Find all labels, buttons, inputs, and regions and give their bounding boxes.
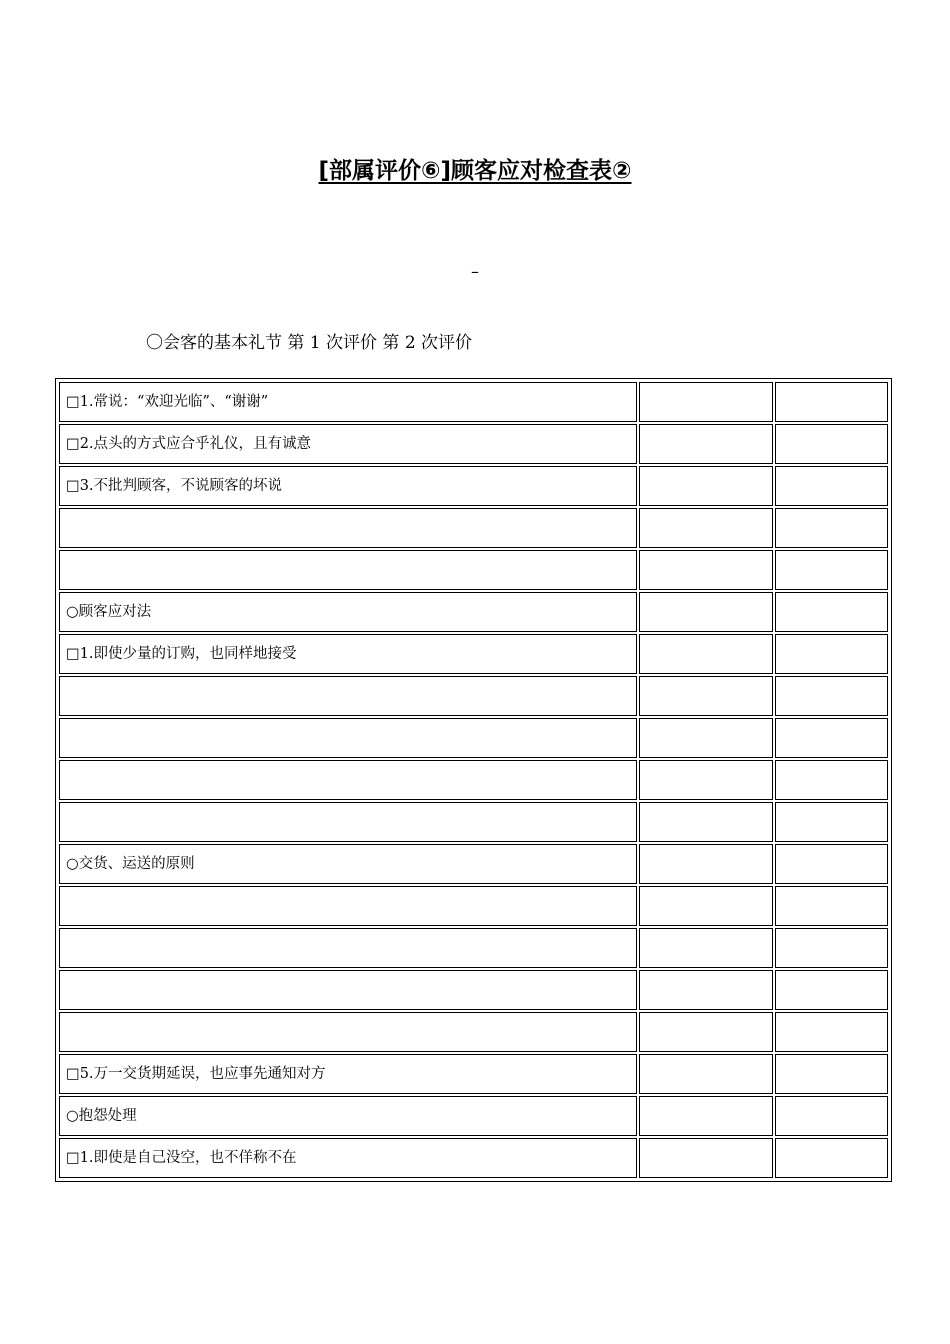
first-evaluation-cell[interactable] (639, 718, 773, 758)
checklist-item-cell (59, 802, 637, 842)
second-evaluation-cell[interactable] (775, 1054, 888, 1094)
document-title (0, 154, 950, 188)
first-evaluation-cell[interactable] (639, 844, 773, 884)
second-evaluation-cell[interactable] (775, 550, 888, 590)
first-evaluation-cell[interactable] (639, 466, 773, 506)
table-row (59, 508, 888, 548)
document-title-text: [部属评价⑥]顾客应对检查表② (318, 158, 632, 184)
checklist-item-cell (59, 970, 637, 1010)
first-evaluation-cell[interactable] (639, 886, 773, 926)
checklist-item-cell: ○抱怨处理 (59, 1096, 637, 1136)
checklist-item-cell (59, 886, 637, 926)
second-evaluation-cell[interactable] (775, 1138, 888, 1178)
second-evaluation-cell[interactable] (775, 634, 888, 674)
first-evaluation-cell[interactable] (639, 1096, 773, 1136)
second-evaluation-cell[interactable] (775, 802, 888, 842)
section-header: 〇会客的基本礼节 第 1 次评价 第 2 次评价 (146, 333, 473, 353)
table-row (59, 592, 888, 632)
second-evaluation-cell[interactable] (775, 1096, 888, 1136)
first-evaluation-cell[interactable] (639, 382, 773, 422)
table-row (59, 928, 888, 968)
first-evaluation-cell[interactable] (639, 424, 773, 464)
checklist-body (59, 382, 888, 1178)
second-evaluation-cell[interactable] (775, 508, 888, 548)
checklist-item-cell: □1.即使是自己没空，也不佯称不在 (59, 1138, 637, 1178)
table-row (59, 886, 888, 926)
checklist-item-cell: □1.即使少量的订购，也同样地接受 (59, 634, 637, 674)
second-evaluation-cell[interactable] (775, 1012, 888, 1052)
first-evaluation-cell[interactable] (639, 970, 773, 1010)
second-evaluation-cell[interactable] (775, 718, 888, 758)
table-row (59, 1054, 888, 1094)
second-evaluation-cell[interactable] (775, 886, 888, 926)
separator-dash: – (471, 262, 479, 281)
table-row (59, 634, 888, 674)
second-evaluation-cell[interactable] (775, 466, 888, 506)
second-evaluation-cell[interactable] (775, 592, 888, 632)
checklist-item-cell: □5.万一交货期延误，也应事先通知对方 (59, 1054, 637, 1094)
table-row (59, 550, 888, 590)
first-evaluation-cell[interactable] (639, 802, 773, 842)
table-row (59, 382, 888, 422)
checklist-table-frame (55, 378, 892, 1182)
second-evaluation-cell[interactable] (775, 928, 888, 968)
second-evaluation-cell[interactable] (775, 424, 888, 464)
second-evaluation-cell[interactable] (775, 676, 888, 716)
table-row (59, 1096, 888, 1136)
table-row (59, 970, 888, 1010)
checklist-item-cell: □3.不批判顾客，不说顾客的坏说 (59, 466, 637, 506)
checklist-item-cell (59, 928, 637, 968)
checklist-item-cell (59, 760, 637, 800)
table-row (59, 1138, 888, 1178)
first-evaluation-cell[interactable] (639, 676, 773, 716)
second-evaluation-cell[interactable] (775, 970, 888, 1010)
first-evaluation-cell[interactable] (639, 928, 773, 968)
checklist-item-cell (59, 676, 637, 716)
checklist-item-cell: ○交货、运送的原则 (59, 844, 637, 884)
second-evaluation-cell[interactable] (775, 844, 888, 884)
first-evaluation-cell[interactable] (639, 592, 773, 632)
second-evaluation-cell[interactable] (775, 382, 888, 422)
table-row (59, 1012, 888, 1052)
checklist-item-cell (59, 718, 637, 758)
table-row (59, 466, 888, 506)
first-evaluation-cell[interactable] (639, 508, 773, 548)
first-evaluation-cell[interactable] (639, 1138, 773, 1178)
first-evaluation-cell[interactable] (639, 1054, 773, 1094)
checklist-item-cell: ○顾客应对法 (59, 592, 637, 632)
table-row (59, 676, 888, 716)
checklist-item-cell: □1.常说：“欢迎光临”、“谢谢” (59, 382, 637, 422)
first-evaluation-cell[interactable] (639, 1012, 773, 1052)
checklist-item-cell (59, 508, 637, 548)
first-evaluation-cell[interactable] (639, 760, 773, 800)
table-row (59, 802, 888, 842)
first-evaluation-cell[interactable] (639, 550, 773, 590)
table-row (59, 718, 888, 758)
checklist-item-cell (59, 550, 637, 590)
checklist-item-cell: □2.点头的方式应合乎礼仪，且有诚意 (59, 424, 637, 464)
table-row (59, 844, 888, 884)
checklist-item-cell (59, 1012, 637, 1052)
first-evaluation-cell[interactable] (639, 634, 773, 674)
checklist-table (57, 380, 890, 1180)
table-row (59, 424, 888, 464)
second-evaluation-cell[interactable] (775, 760, 888, 800)
table-row (59, 760, 888, 800)
